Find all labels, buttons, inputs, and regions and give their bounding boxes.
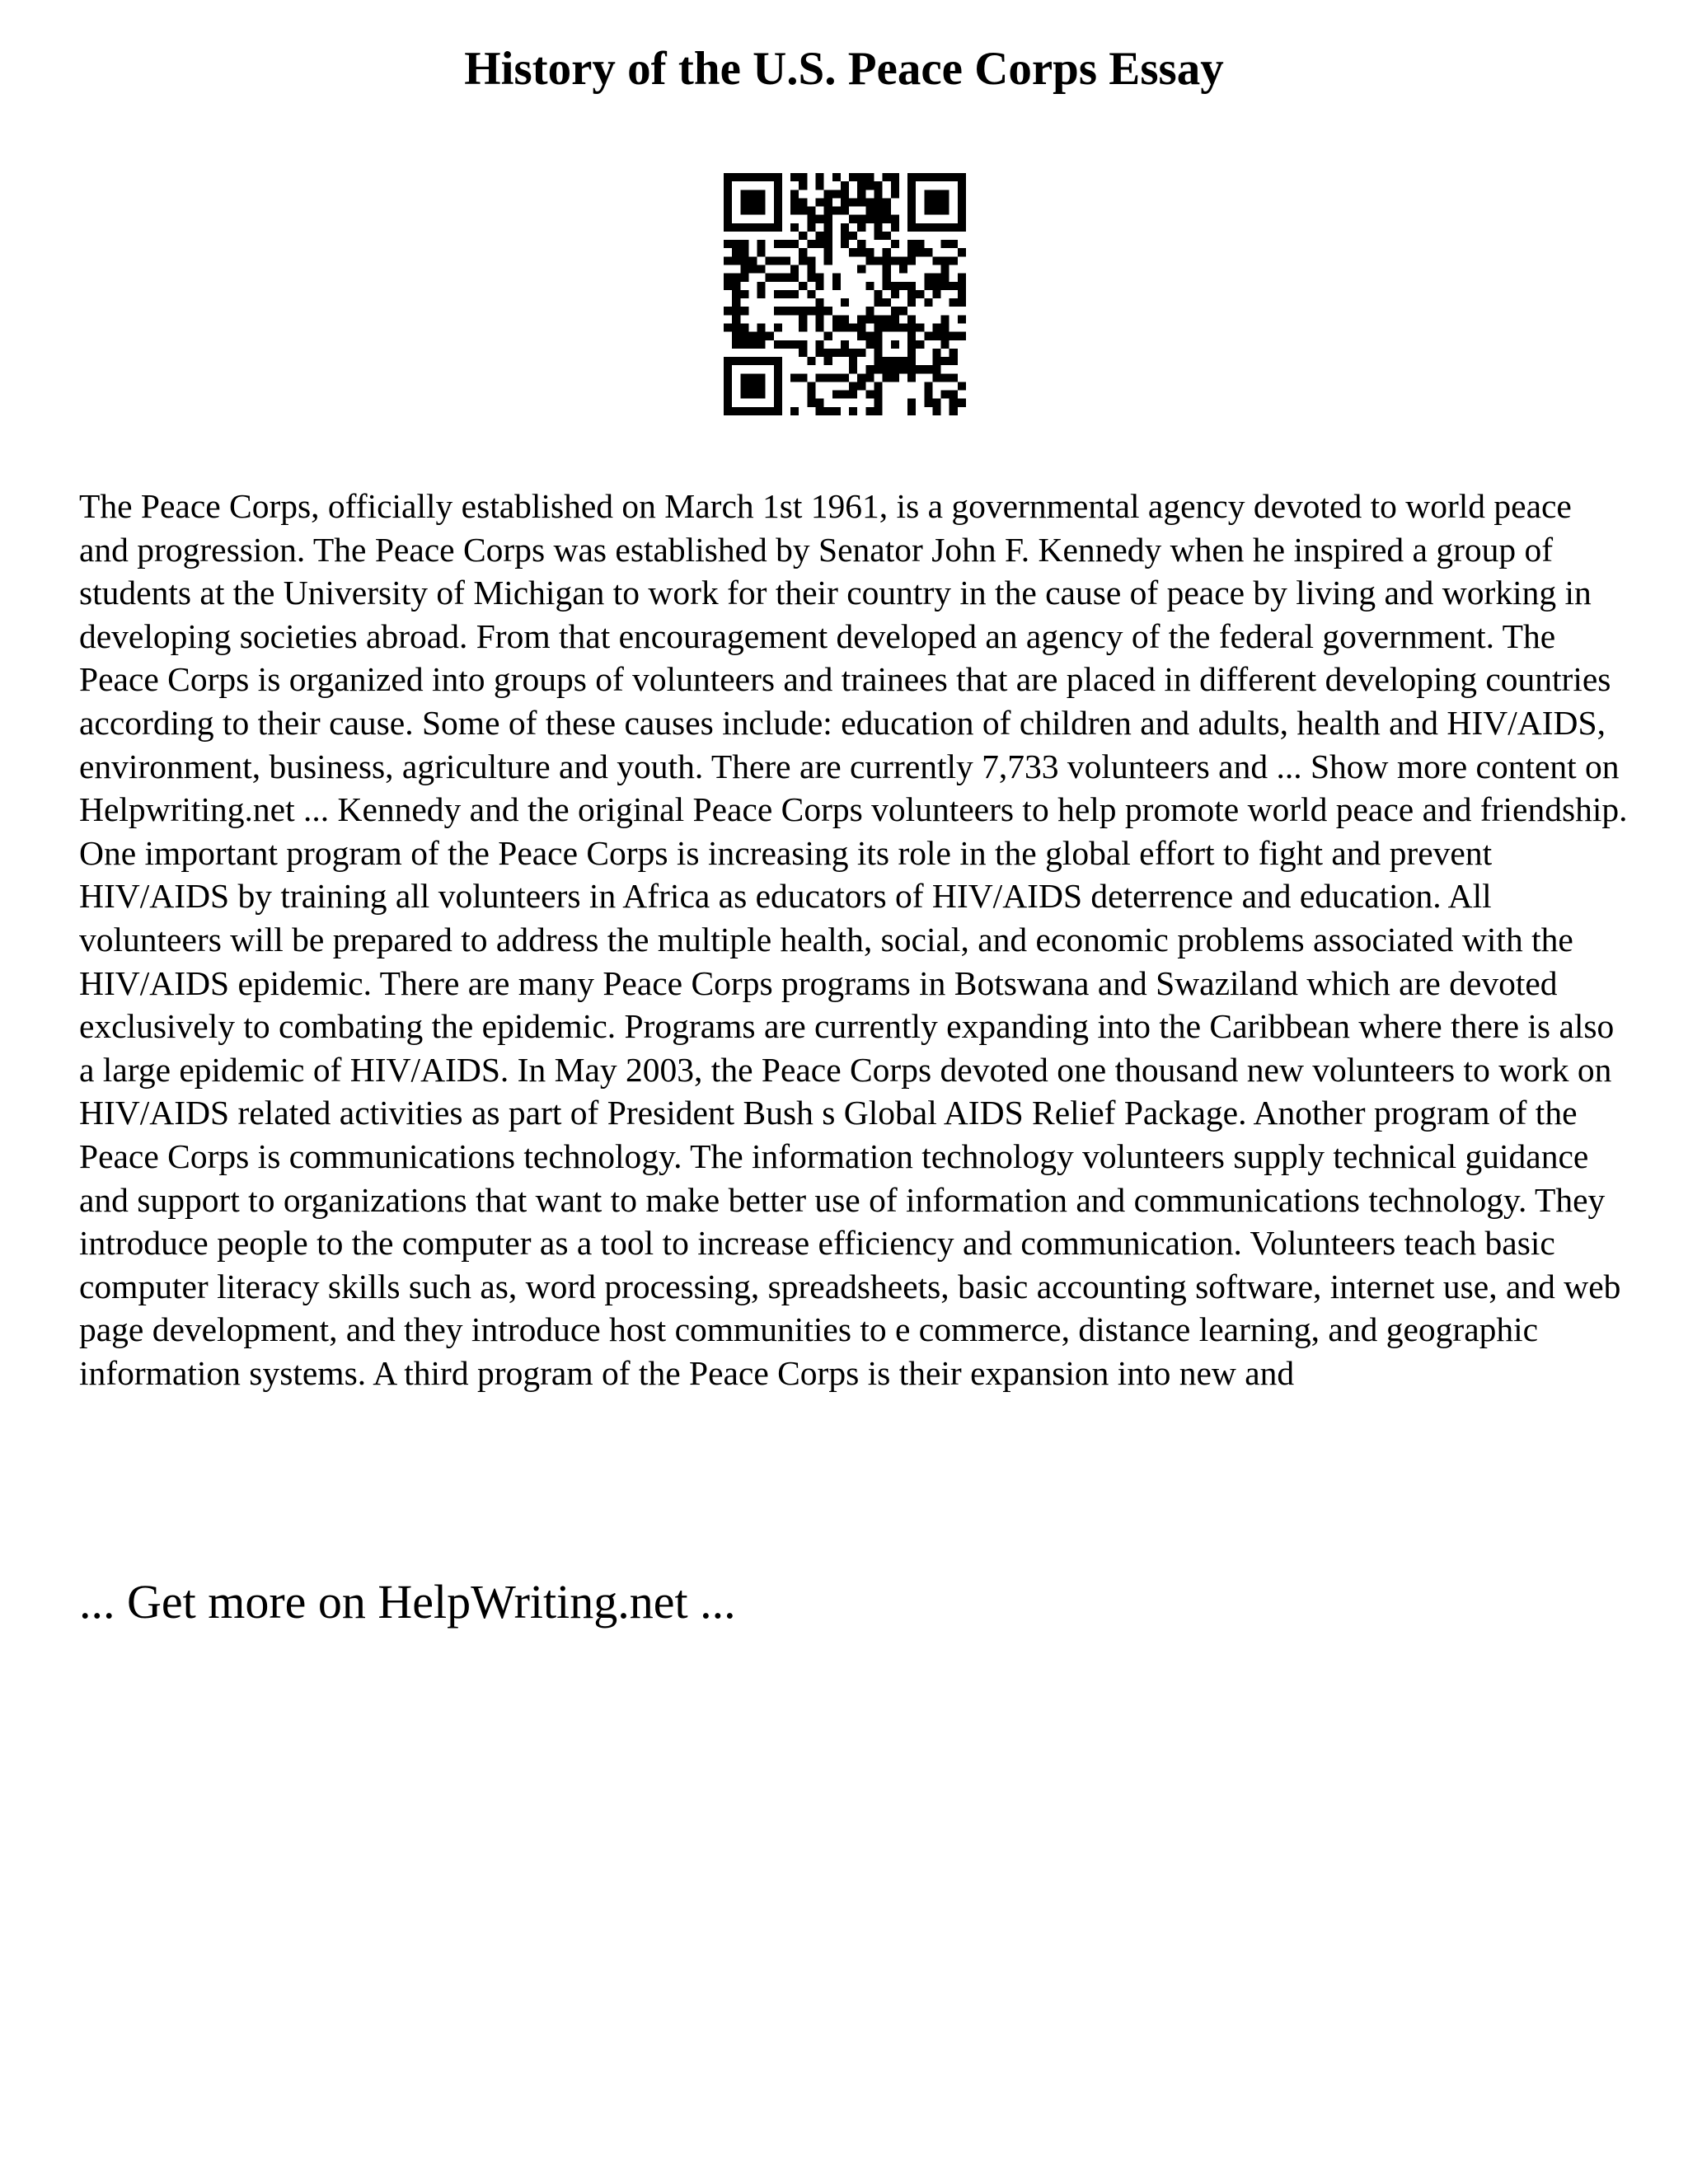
qr-code-icon [724, 173, 966, 415]
document-title: History of the U.S. Peace Corps Essay [464, 43, 1224, 95]
essay-body: The Peace Corps, officially established on March 1st 1961, is a governmental agency devoted to world peace and progression. The Peace Corps was established by Senator John F. Kennedy when he inspired a group of students at the University of Michigan to work for their country in the cause of peace by living and working in developing societies abroad. From that encouragement developed an agency of the federal government. The Peace Corps is organized into groups of volunteers and trainees that are placed in different developing countries according to their cause. Some of these causes include: education of children and adults, health and HIV/AIDS, environment, business, agriculture and youth. There are currently 7,733 volunteers and ... Show more content on Helpwriting.net ... Kennedy and the original Peace Corps volunteers to help promote world peace and friendship. One important program of the Peace Corps is increasing its role in the global effort to fight and prevent HIV/AIDS by training all volunteers in Africa as educators of HIV/AIDS deterrence and education. All volunteers will be prepared to address the multiple health, social, and economic problems associated with the HIV/AIDS epidemic. There are many Peace Corps programs in Botswana and Swaziland which are devoted exclusively to combating the epidemic. Programs are currently expanding into the Caribbean where there is also a large epidemic of HIV/AIDS. In May 2003, the Peace Corps devoted one thousand new volunteers to work on HIV/AIDS related activities as part of President Bush s Global AIDS Relief Package. Another program of the Peace Corps is communications technology. The information technology volunteers supply technical guidance and support to organizations that want to make better use of information and communications technology. They introduce people to the computer as a tool to increase efficiency and communication. Volunteers teach basic computer literacy skills such as, word processing, spreadsheets, basic accounting software, internet use, and web page development, and they introduce host communities to e commerce, distance learning, and geographic information systems. A third program of the Peace Corps is their expansion into new and [79, 487, 1628, 1392]
get-more-link[interactable]: ... Get more on HelpWriting.net ... [79, 1575, 736, 1629]
